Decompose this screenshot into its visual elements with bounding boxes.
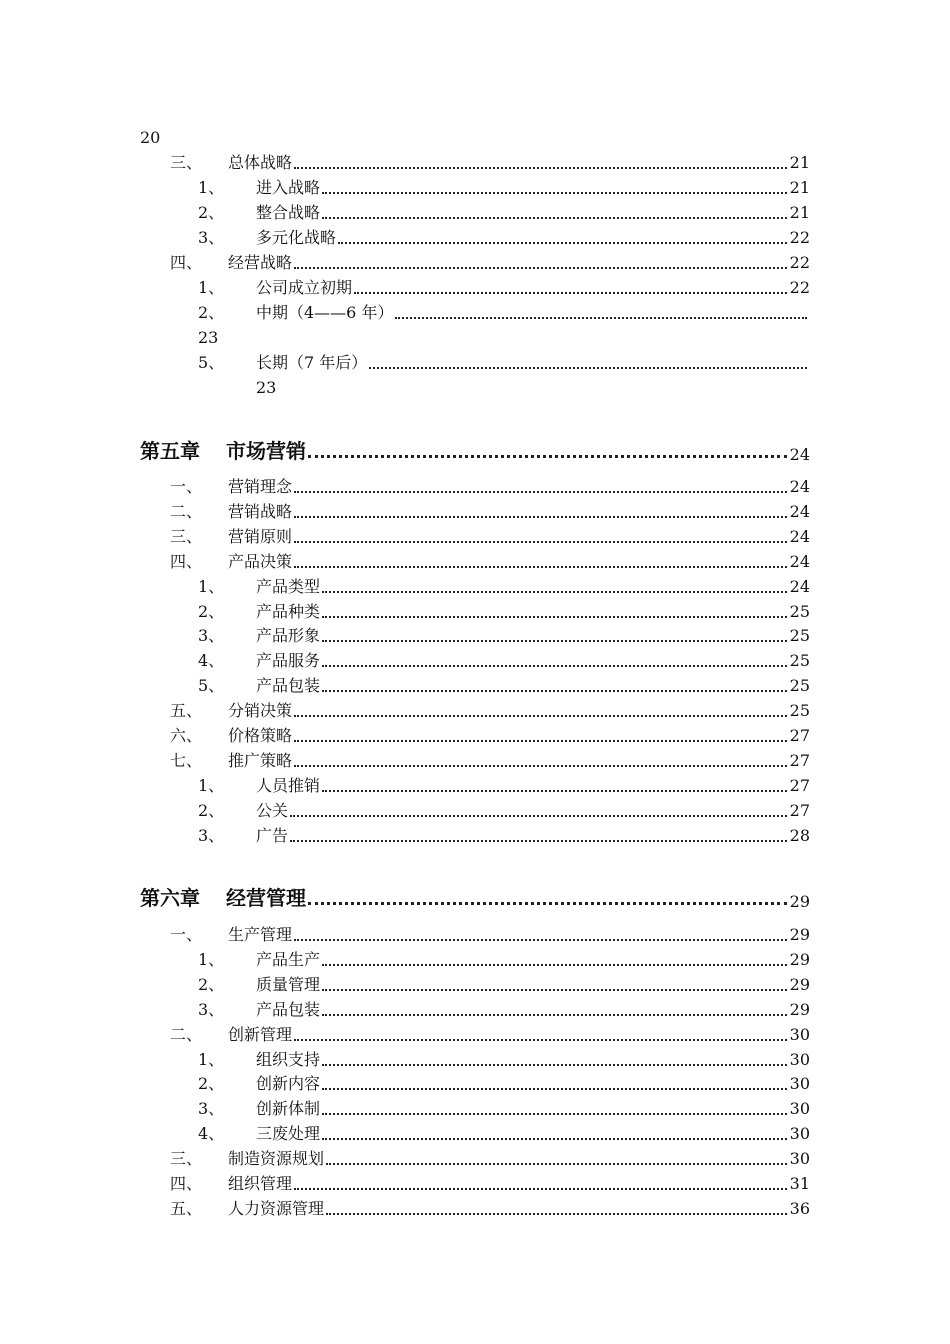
dot-leader <box>322 639 787 642</box>
toc-entry[interactable] <box>198 1120 810 1144</box>
entry-number: 3、 <box>198 999 225 1019</box>
chapter-number: 第五章 <box>140 439 200 463</box>
entry-number: 3、 <box>198 1099 225 1119</box>
chapter-title: 经营管理 <box>226 886 306 910</box>
dot-leader <box>294 166 787 169</box>
entry-title: 整合战略 <box>256 203 321 222</box>
dot-leader <box>326 1162 787 1165</box>
chapter-number: 第六章 <box>140 886 200 910</box>
dot-leader <box>294 266 787 269</box>
page-number-fragment: 20 <box>140 128 161 147</box>
entry-title: 进入战略 <box>256 178 321 197</box>
entry-page: 29 <box>789 999 810 1019</box>
toc-entry[interactable] <box>198 274 810 298</box>
dot-leader <box>322 1112 787 1115</box>
entry-page: 30 <box>789 1149 810 1169</box>
entry-title: 长期（7 年后） <box>256 353 368 372</box>
entry-page: 36 <box>789 1198 810 1218</box>
dot-leader <box>294 1187 787 1190</box>
toc-entry-wrapped[interactable] <box>198 349 810 373</box>
entry-title: 生产管理 <box>228 925 293 944</box>
entry-title: 产品服务 <box>256 651 321 671</box>
entry-page: 24 <box>789 477 810 496</box>
entry-page: 30 <box>789 1099 810 1119</box>
toc-entry[interactable] <box>170 697 810 721</box>
entry-page: 31 <box>789 1174 810 1193</box>
dot-leader <box>338 241 787 244</box>
dot-leader <box>308 454 787 458</box>
dot-leader <box>322 191 787 194</box>
entry-number: 六、 <box>170 726 203 745</box>
toc-entry[interactable] <box>198 573 810 597</box>
entry-page: 27 <box>789 800 810 820</box>
chapter-page: 29 <box>789 892 810 911</box>
entry-page: 30 <box>789 1049 810 1069</box>
entry-number: 二、 <box>170 1024 203 1044</box>
entry-title: 产品生产 <box>256 949 321 969</box>
entry-number: 1、 <box>198 278 225 297</box>
entry-number: 5、 <box>198 676 225 696</box>
entry-title: 经营战略 <box>228 253 293 272</box>
entry-page: 30 <box>789 1024 810 1044</box>
toc-entry[interactable] <box>198 672 810 696</box>
toc-entry[interactable] <box>198 1070 810 1094</box>
entry-page: 21 <box>789 203 810 222</box>
dot-leader <box>322 1013 787 1016</box>
dot-leader <box>294 565 787 568</box>
entry-page: 25 <box>789 676 810 696</box>
toc-entry[interactable] <box>198 946 810 970</box>
chapter-heading[interactable] <box>140 881 810 911</box>
entry-page: 24 <box>789 551 810 571</box>
dot-leader <box>322 1063 787 1066</box>
entry-page: 21 <box>789 178 810 197</box>
toc-entry[interactable] <box>170 523 810 547</box>
toc-entry[interactable] <box>198 1095 810 1119</box>
toc-entry[interactable] <box>170 722 810 746</box>
dot-leader <box>354 291 787 294</box>
dot-leader <box>326 1212 787 1215</box>
dot-leader <box>294 764 787 767</box>
toc-entry-wrapped[interactable] <box>198 299 810 323</box>
entry-number: 四、 <box>170 1174 203 1193</box>
entry-page: 22 <box>789 278 810 297</box>
dot-leader <box>322 689 787 692</box>
entry-number: 四、 <box>170 253 203 272</box>
entry-page: 24 <box>789 501 810 521</box>
entry-number: 2、 <box>198 1074 225 1094</box>
toc-entry[interactable] <box>198 772 810 796</box>
entry-page: 21 <box>789 153 810 172</box>
entry-title: 组织支持 <box>256 1049 321 1069</box>
dot-leader <box>294 540 787 543</box>
dot-leader <box>294 938 787 941</box>
entry-number: 2、 <box>198 203 225 222</box>
entry-page: 25 <box>789 626 810 646</box>
entry-page: 28 <box>789 825 810 845</box>
dot-leader <box>322 590 787 593</box>
dot-leader <box>322 615 787 618</box>
entry-number: 七、 <box>170 750 203 770</box>
dot-leader <box>322 216 787 219</box>
toc-entry[interactable] <box>170 548 810 572</box>
entry-page: 22 <box>789 253 810 272</box>
dot-leader <box>322 1087 787 1090</box>
toc-entry[interactable] <box>198 174 810 198</box>
toc-entry[interactable] <box>170 1195 810 1219</box>
entry-page: 25 <box>789 651 810 671</box>
entry-title: 人力资源管理 <box>228 1198 325 1218</box>
entry-page-wrapped: 23 <box>256 378 277 397</box>
toc-entry[interactable] <box>170 1021 810 1045</box>
dot-leader <box>322 1137 787 1140</box>
toc-entry[interactable] <box>198 797 810 821</box>
entry-number: 3、 <box>198 228 225 247</box>
entry-title: 广告 <box>256 825 289 845</box>
entry-number: 1、 <box>198 949 225 969</box>
chapter-heading[interactable] <box>140 434 810 464</box>
entry-title: 创新体制 <box>256 1099 321 1119</box>
entry-title: 制造资源规划 <box>228 1149 325 1169</box>
dot-leader <box>369 366 807 369</box>
toc-entry[interactable] <box>198 822 810 846</box>
entry-number: 2、 <box>198 303 225 322</box>
chapter-title: 市场营销 <box>226 439 306 463</box>
entry-title: 产品形象 <box>256 626 321 646</box>
entry-title: 价格策略 <box>228 726 293 745</box>
entry-title: 产品包装 <box>256 999 321 1019</box>
entry-number: 五、 <box>170 701 203 721</box>
entry-number: 1、 <box>198 1049 225 1069</box>
entry-title: 产品种类 <box>256 601 321 621</box>
dot-leader <box>322 789 787 792</box>
dot-leader <box>322 664 787 667</box>
entry-page: 29 <box>789 925 810 944</box>
toc-entry[interactable] <box>198 971 810 995</box>
entry-number: 三、 <box>170 153 203 172</box>
toc-entry[interactable] <box>170 249 810 273</box>
entry-number: 三、 <box>170 526 203 546</box>
entry-page: 30 <box>789 1124 810 1144</box>
entry-title: 中期（4——6 年） <box>256 303 394 322</box>
entry-title: 公司成立初期 <box>256 278 353 297</box>
entry-number: 3、 <box>198 825 225 845</box>
toc-entry[interactable] <box>198 224 810 248</box>
entry-number: 四、 <box>170 551 203 571</box>
toc-entry[interactable] <box>170 747 810 771</box>
chapter-page: 24 <box>789 445 810 464</box>
entry-page: 25 <box>789 701 810 721</box>
entry-title: 质量管理 <box>256 974 321 994</box>
entry-title: 产品类型 <box>256 576 321 596</box>
toc-entry[interactable] <box>170 498 810 522</box>
entry-title: 创新内容 <box>256 1074 321 1094</box>
entry-title: 总体战略 <box>228 153 293 172</box>
entry-page: 25 <box>789 601 810 621</box>
toc-entry[interactable] <box>170 1145 810 1169</box>
entry-number: 二、 <box>170 501 203 521</box>
toc-entry[interactable] <box>170 473 810 497</box>
entry-number: 2、 <box>198 974 225 994</box>
toc-entry[interactable] <box>198 996 810 1020</box>
entry-title: 公关 <box>256 800 289 820</box>
entry-page: 27 <box>789 775 810 795</box>
entry-number: 五、 <box>170 1198 203 1218</box>
entry-number: 1、 <box>198 775 225 795</box>
dot-leader <box>294 739 787 742</box>
entry-number: 5、 <box>198 353 225 372</box>
toc-entry[interactable] <box>198 622 810 646</box>
toc-entry[interactable] <box>198 1046 810 1070</box>
dot-leader <box>290 839 787 842</box>
toc-entry[interactable] <box>198 647 810 671</box>
entry-title: 创新管理 <box>228 1024 293 1044</box>
toc-entry[interactable] <box>170 149 810 173</box>
dot-leader <box>322 963 787 966</box>
entry-page: 27 <box>789 750 810 770</box>
entry-number: 一、 <box>170 925 203 944</box>
entry-page: 29 <box>789 949 810 969</box>
entry-title: 分销决策 <box>228 701 293 721</box>
entry-title: 营销战略 <box>228 501 293 521</box>
entry-number: 一、 <box>170 477 203 496</box>
entry-page: 22 <box>789 228 810 247</box>
toc-entry[interactable] <box>198 199 810 223</box>
entry-page: 29 <box>789 974 810 994</box>
entry-title: 多元化战略 <box>256 228 337 247</box>
entry-title: 营销理念 <box>228 477 293 496</box>
entry-number: 3、 <box>198 626 225 646</box>
entry-title: 人员推销 <box>256 775 321 795</box>
entry-title: 三废处理 <box>256 1124 321 1144</box>
entry-number: 2、 <box>198 800 225 820</box>
entry-page: 24 <box>789 576 810 596</box>
entry-number: 4、 <box>198 1124 225 1144</box>
dot-leader <box>290 814 787 817</box>
entry-number: 4、 <box>198 651 225 671</box>
entry-number: 2、 <box>198 601 225 621</box>
entry-page: 24 <box>789 526 810 546</box>
dot-leader <box>294 1038 787 1041</box>
toc-entry[interactable] <box>170 921 810 945</box>
dot-leader <box>294 490 787 493</box>
entry-title: 营销原则 <box>228 526 293 546</box>
dot-leader <box>294 714 787 717</box>
entry-title: 组织管理 <box>228 1174 293 1193</box>
entry-title: 产品包装 <box>256 676 321 696</box>
dot-leader <box>395 316 807 319</box>
entry-title: 产品决策 <box>228 551 293 571</box>
dot-leader <box>308 901 787 905</box>
entry-page: 27 <box>789 726 810 745</box>
entry-page-wrapped: 23 <box>198 328 219 347</box>
entry-number: 1、 <box>198 178 225 197</box>
entry-number: 1、 <box>198 576 225 596</box>
toc-entry[interactable] <box>170 1170 810 1194</box>
dot-leader <box>322 988 787 991</box>
toc-entry[interactable] <box>198 598 810 622</box>
dot-leader <box>294 515 787 518</box>
entry-number: 三、 <box>170 1149 203 1169</box>
entry-page: 30 <box>789 1074 810 1094</box>
entry-title: 推广策略 <box>228 750 293 770</box>
